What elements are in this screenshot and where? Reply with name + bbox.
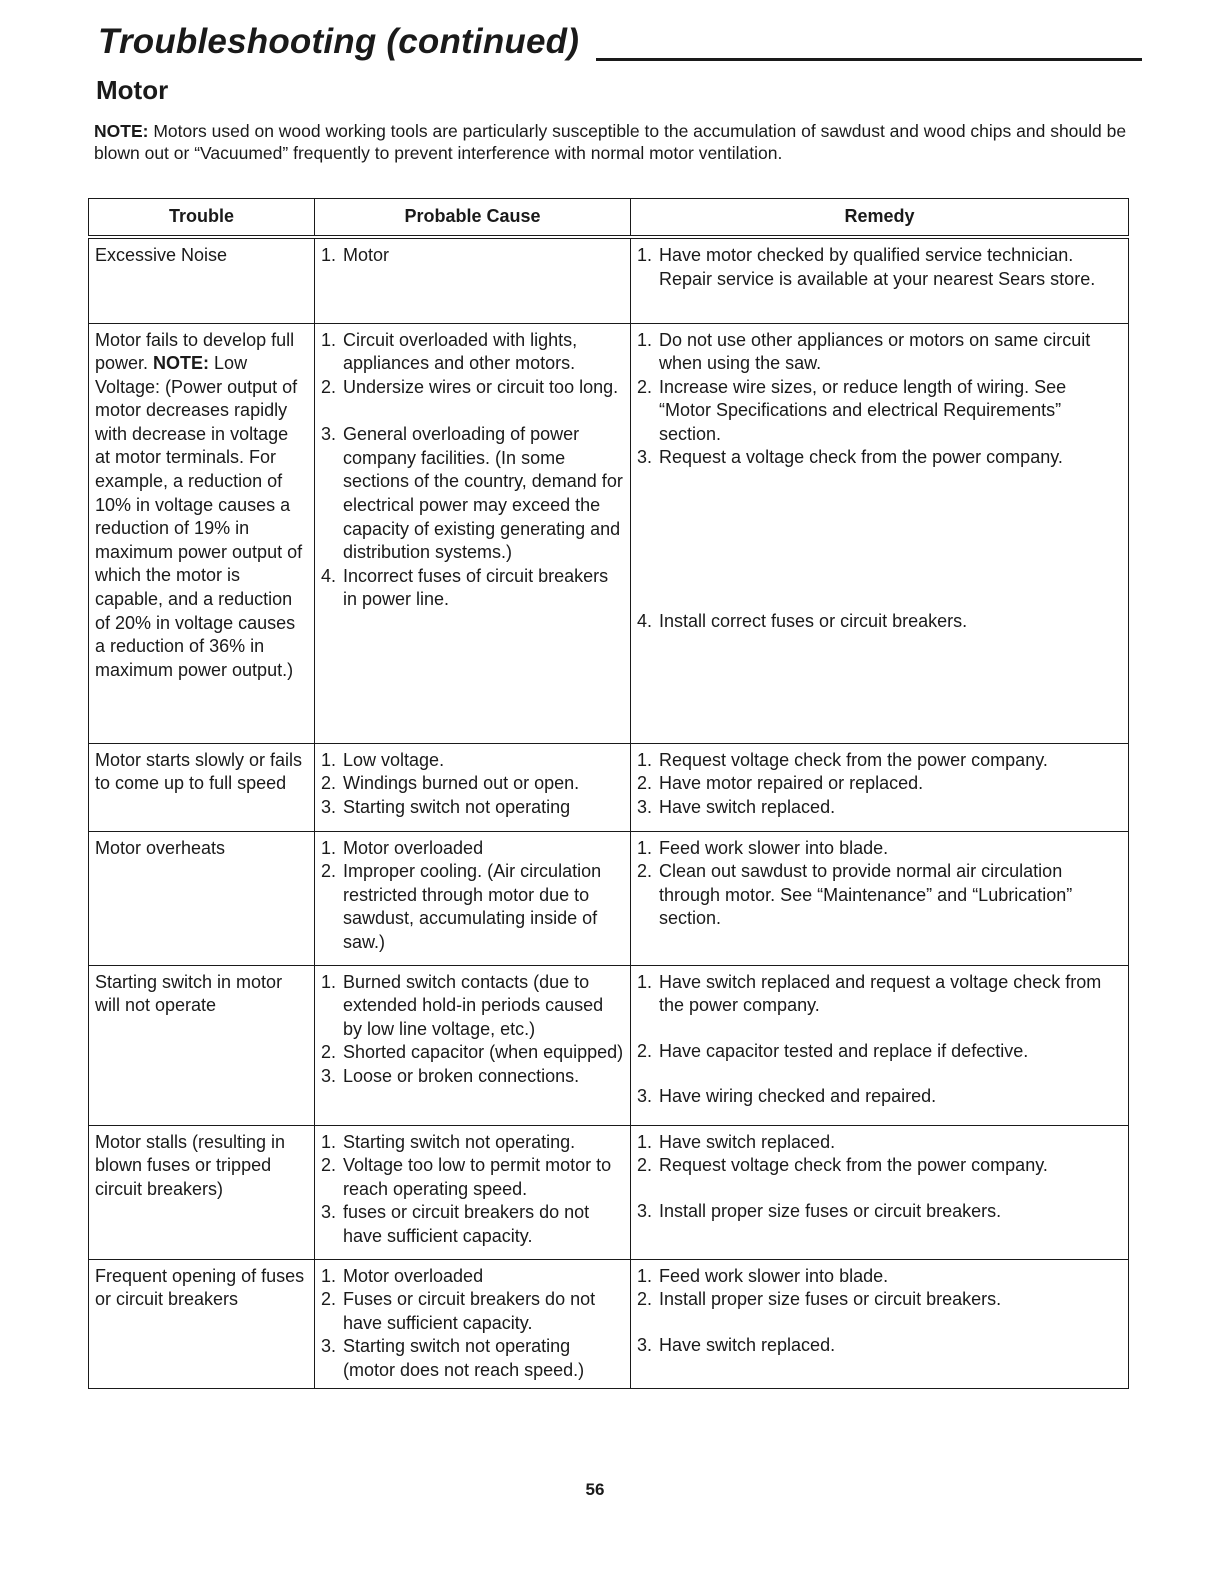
- table-row: [89, 237, 1129, 323]
- remedy-cell: [631, 831, 1129, 965]
- cause-cell: [315, 1259, 631, 1389]
- motor-note: [94, 120, 1144, 164]
- table-header-row: [89, 199, 1129, 238]
- remedy-cell: [631, 1125, 1129, 1259]
- table-row: [89, 1125, 1129, 1259]
- remedy-item: 2. Clean out sawdust to provide normal air circulation through motor. See “Maintenance” and “Lubrication” section.: [637, 861, 1073, 929]
- cause-cell: [315, 1125, 631, 1259]
- header-trouble: Trouble: [89, 199, 315, 238]
- remedy-item: 1. Feed work slower into blade.: [637, 1265, 889, 1286]
- trouble-cell: Excessive Noise: [89, 237, 315, 323]
- table-row: [89, 743, 1129, 831]
- remedy-item: 3. Request a voltage check from the power company.: [637, 447, 1063, 468]
- cause-item: 1. Motor overloaded: [321, 837, 484, 858]
- cause-item: 3. Loose or broken connections.: [321, 1065, 580, 1086]
- remedy-item: 1. Have switch replaced and request a voltage check from the power company.: [637, 971, 1102, 1016]
- trouble-cell: Starting switch in motor will not operate: [89, 965, 315, 1125]
- cause-item: 1. Motor: [321, 245, 390, 265]
- remedy-item: 2. Have motor repaired or replaced.: [637, 773, 924, 794]
- remedy-cell: [631, 323, 1129, 743]
- section-title: Motor: [96, 75, 169, 105]
- remedy-cell: [631, 237, 1129, 323]
- remedy-item: 3. Have wiring checked and repaired.: [637, 1086, 937, 1107]
- header-remedy: Remedy: [631, 199, 1129, 238]
- remedy-cell: [631, 965, 1129, 1125]
- cause-item: 3. Starting switch not operating: [321, 796, 571, 817]
- remedy-cell: [631, 1259, 1129, 1389]
- remedy-item: 2. Have capacitor tested and replace if defective.: [637, 1040, 1029, 1061]
- table-row: [89, 323, 1129, 743]
- cause-item: 2. Shorted capacitor (when equipped): [321, 1042, 624, 1063]
- remedy-item: 1. Have motor checked by qualified service technician. Repair service is available at your nearest Sears store.: [637, 245, 1096, 289]
- cause-item: 2. Voltage too low to permit motor to reach operating speed.: [321, 1155, 612, 1199]
- remedy-item: 1. Have switch replaced.: [637, 1131, 836, 1152]
- table-row: [89, 965, 1129, 1125]
- cause-item: 3. fuses or circuit breakers do not have sufficient capacity.: [321, 1202, 590, 1246]
- remedy-item: 3. Have switch replaced.: [637, 1334, 836, 1355]
- cause-item: 2. Fuses or circuit breakers do not have sufficient capacity.: [321, 1289, 596, 1333]
- trouble-cell: Motor stalls (resulting in blown fuses or tripped circuit breakers): [89, 1125, 315, 1259]
- cause-cell: [315, 831, 631, 965]
- cause-item: 1. Circuit overloaded with lights, appliances and other motors.: [321, 329, 578, 374]
- remedy-cell: [631, 743, 1129, 831]
- cause-item: 3. Starting switch not operating (motor does not reach speed.): [321, 1336, 585, 1380]
- cause-cell: [315, 323, 631, 743]
- cause-item: 2. Windings burned out or open.: [321, 773, 580, 794]
- cause-item: 2. Improper cooling. (Air circulation restricted through motor due to sawdust, accumulating inside of saw.): [321, 861, 602, 952]
- cause-item: 1. Burned switch contacts (due to extended hold-in periods caused by low line voltage, etc.): [321, 971, 604, 1039]
- table-row: [89, 1259, 1129, 1389]
- troubleshooting-table: [88, 198, 1129, 1389]
- trouble-cell: Motor starts slowly or fails to come up to full speed: [89, 743, 315, 831]
- cause-item: 3. General overloading of power company facilities. (In some sections of the country, demand for electrical power may exceed the capacity of existing generating and distribution systems.): [321, 424, 623, 563]
- title-rule: [596, 58, 1142, 61]
- remedy-item: 1. Request voltage check from the power company.: [637, 749, 1048, 770]
- trouble-cell: Motor overheats: [89, 831, 315, 965]
- remedy-item: 1. Feed work slower into blade.: [637, 837, 889, 858]
- cause-item: 1. Starting switch not operating.: [321, 1131, 576, 1152]
- remedy-item: 3. Install proper size fuses or circuit breakers.: [637, 1200, 1002, 1221]
- cause-cell: [315, 743, 631, 831]
- trouble-cell: Motor fails to develop full power. NOTE: Low Voltage: (Power output of motor decreases rapidly with decrease in voltage at motor terminals. For example, a reduction of 10% in voltage causes a reduction of 19% in maximum power output of which the motor is capable, and a reduction of 20% in voltage causes a reduction of 36% in maximum power output.): [89, 323, 315, 743]
- remedy-item: 2. Install proper size fuses or circuit breakers.: [637, 1289, 1002, 1310]
- cause-item: 1. Low voltage.: [321, 749, 445, 770]
- cause-item: 1. Motor overloaded: [321, 1265, 484, 1286]
- table-row: [89, 831, 1129, 965]
- note-label: NOTE:: [94, 121, 149, 141]
- remedy-item: 1. Do not use other appliances or motors on same circuit when using the saw.: [637, 329, 1091, 374]
- cause-cell: [315, 965, 631, 1125]
- cause-item: 2. Undersize wires or circuit too long.: [321, 376, 619, 397]
- cause-cell: [315, 237, 631, 323]
- header-probable-cause: Probable Cause: [315, 199, 631, 238]
- remedy-item: 4. Install correct fuses or circuit breakers.: [637, 611, 968, 632]
- trouble-cell: Frequent opening of fuses or circuit breakers: [89, 1259, 315, 1389]
- page-title: Troubleshooting (continued): [98, 22, 580, 61]
- note-text: Motors used on wood working tools are particularly susceptible to the accumulation of sawdust and wood chips and should be blown out or “Vacuumed” frequently to prevent interference with normal motor ventilation.: [94, 121, 1127, 163]
- remedy-item: 2. Increase wire sizes, or reduce length of wiring. See “Motor Specifications and electrical Requirements” section.: [637, 376, 1067, 444]
- page-number: 56: [585, 1480, 605, 1499]
- cause-item: 4. Incorrect fuses of circuit breakers in power line.: [321, 565, 609, 610]
- remedy-item: 2. Request voltage check from the power company.: [637, 1155, 1048, 1176]
- remedy-item: 3. Have switch replaced.: [637, 796, 836, 817]
